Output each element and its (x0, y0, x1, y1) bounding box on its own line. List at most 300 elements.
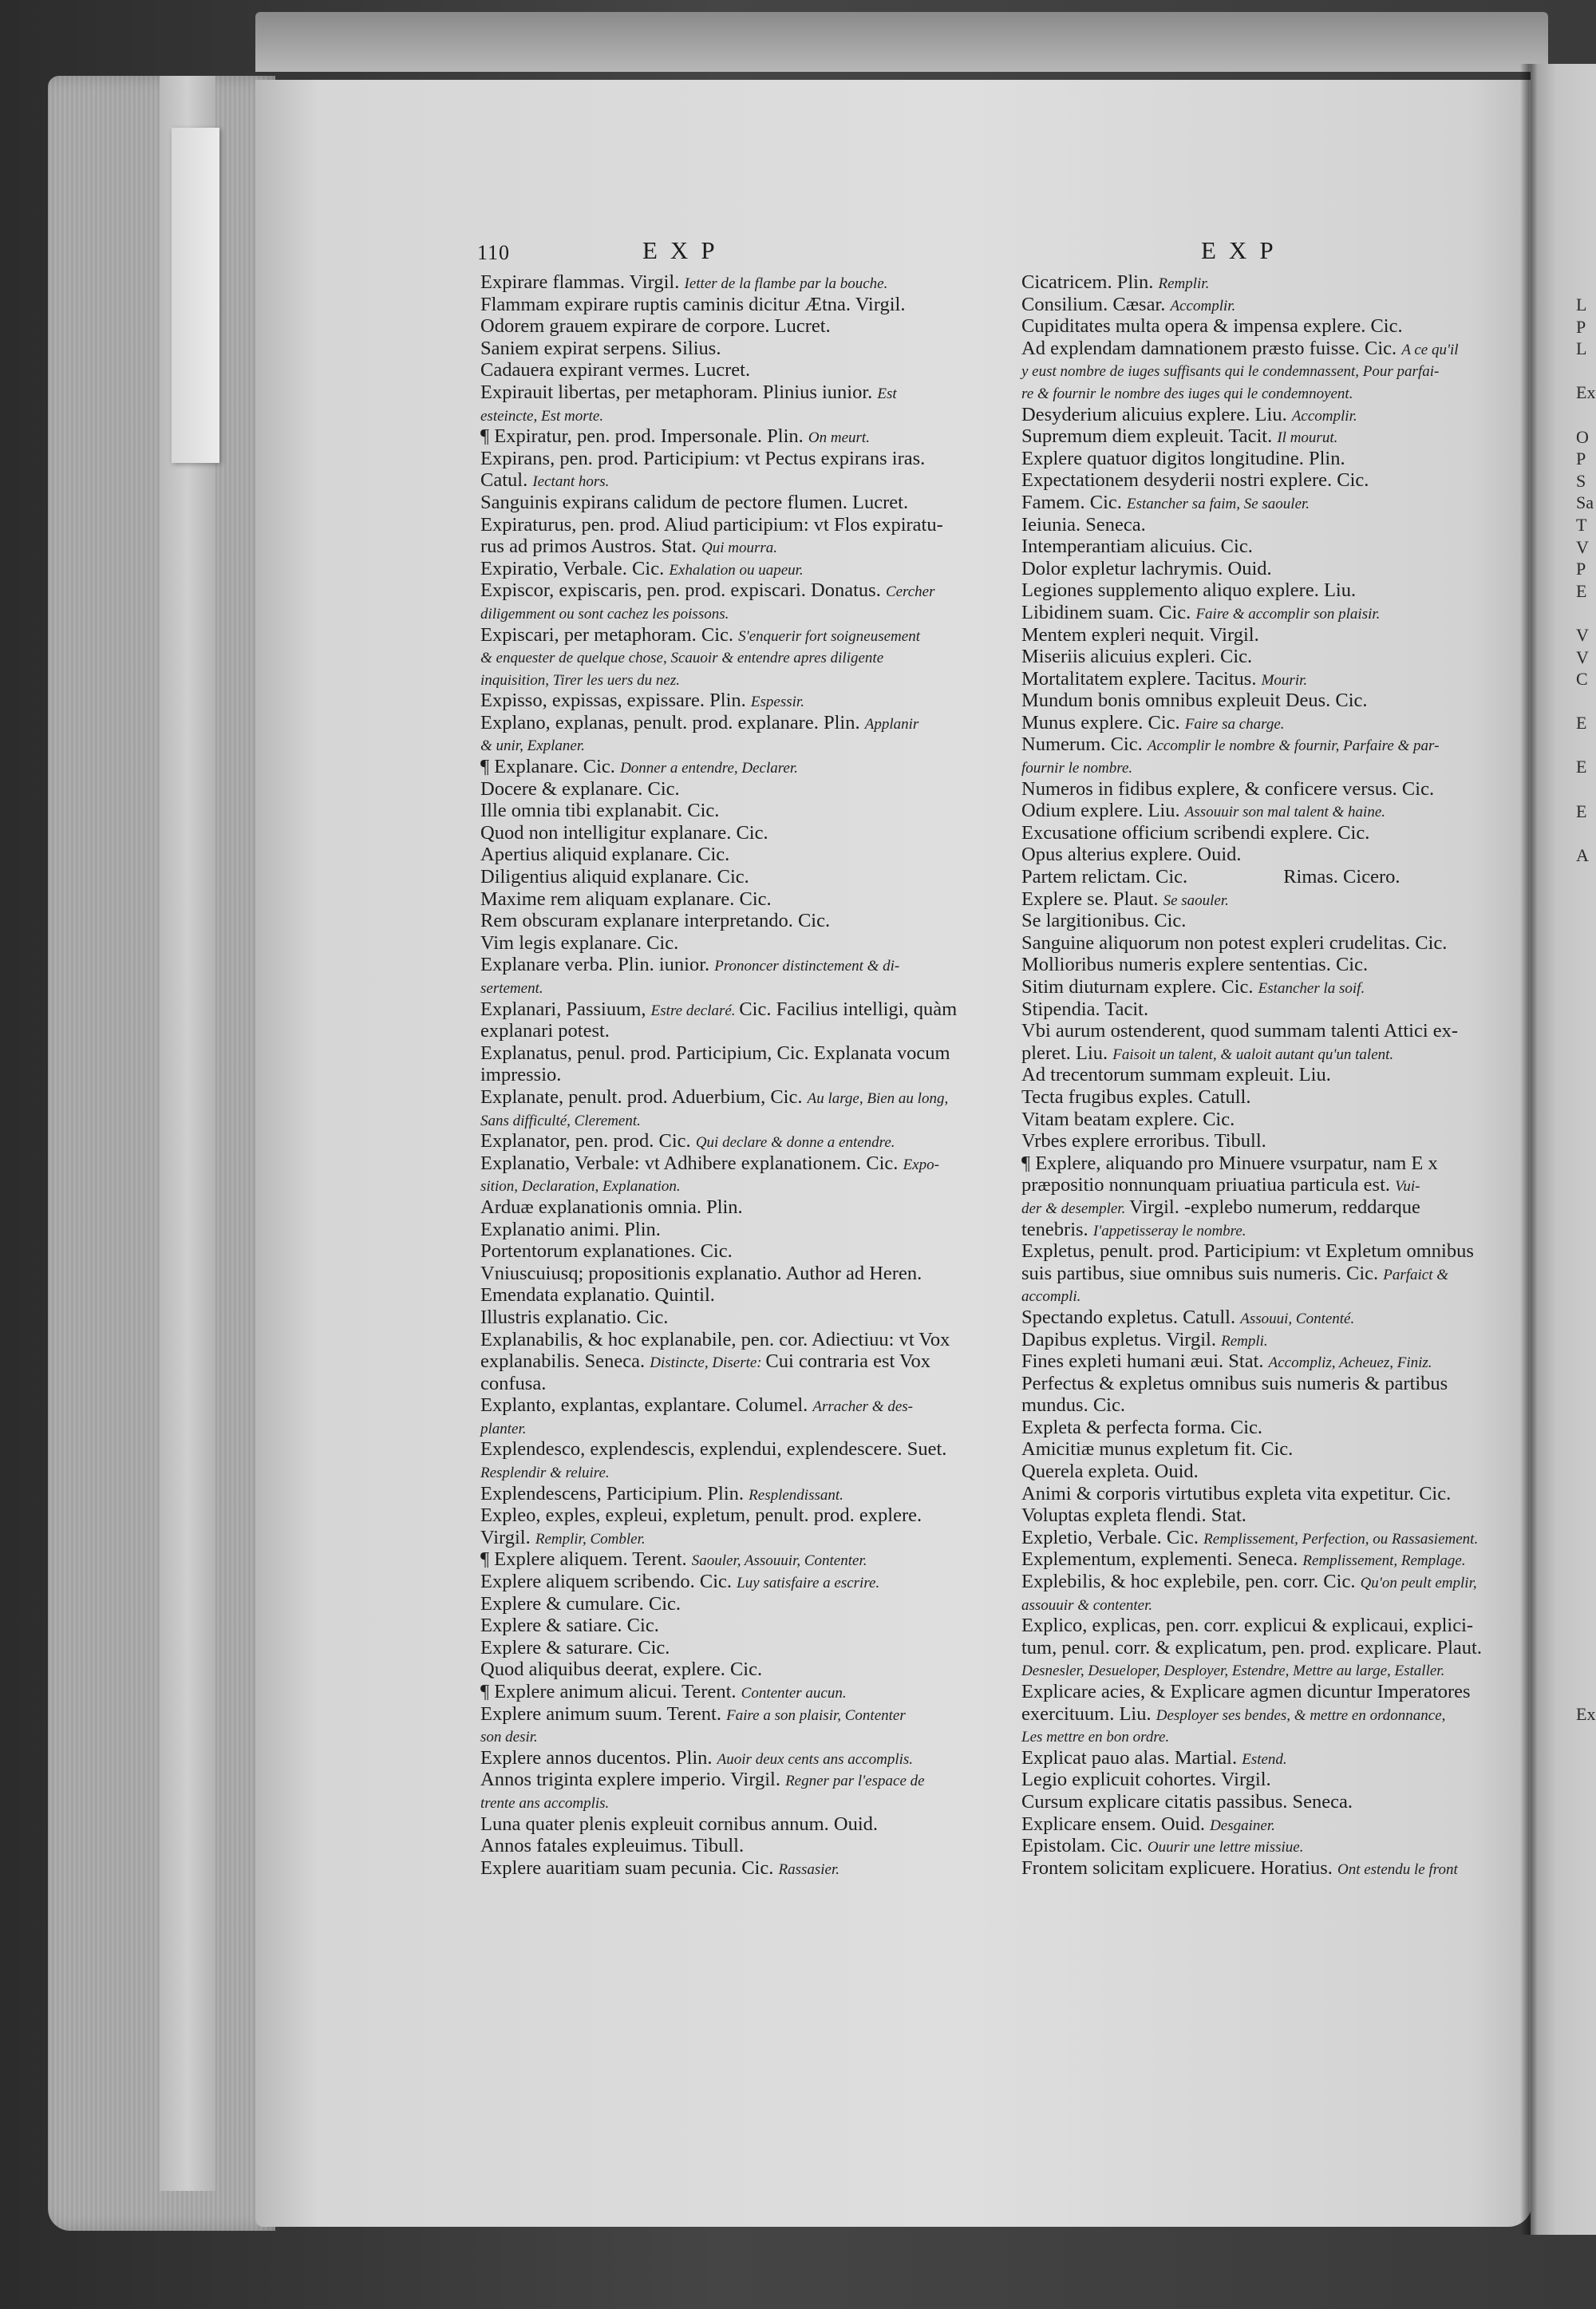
french-gloss: sertement. (480, 980, 543, 997)
latin-text: ¶ Expiratur, pen. prod. Impersonale. Plin. (480, 425, 808, 448)
french-gloss: Exhalation ou uapeur. (669, 561, 804, 579)
dictionary-line (1021, 1086, 1482, 1109)
dictionary-line (480, 690, 957, 712)
french-gloss: Faire a son plaisir, Contenter (726, 1706, 906, 1724)
french-gloss: Vui- (1395, 1178, 1420, 1196)
dictionary-line (1021, 1130, 1482, 1153)
dictionary-line (1021, 1240, 1482, 1263)
margin-fragment (1576, 602, 1595, 624)
latin-text: Diligentius aliquid explanare. Cic. (480, 866, 749, 888)
latin-text: Explendescens, Participium. Plin. (480, 1482, 749, 1504)
dictionary-line (480, 315, 957, 338)
dictionary-line (1021, 1703, 1482, 1726)
dictionary-line (480, 1703, 957, 1726)
french-gloss: Remplissement, Remplage. (1302, 1552, 1466, 1570)
french-gloss: Expo- (903, 1156, 939, 1173)
latin-text: Legio explicuit cohortes. Virgil. (1021, 1769, 1271, 1791)
margin-fragment (1576, 404, 1595, 426)
dictionary-line (480, 271, 957, 294)
french-gloss: & enquester de quelque chose, Scauoir & entendre apres diligente (480, 650, 884, 667)
dictionary-line (480, 294, 957, 316)
dictionary-line (480, 1329, 957, 1351)
latin-text: Querela expleta. Ouid. (1021, 1461, 1199, 1483)
latin-text: Expirans, pen. prod. Participium: vt Pectus expirans iras. (480, 447, 926, 469)
latin-text: Dapibus expletus. Virgil. (1021, 1328, 1222, 1350)
french-gloss: Distincte, Diserte: (650, 1354, 766, 1372)
margin-fragment: T (1576, 514, 1587, 535)
latin-text: ¶ Explanare. Cic. (480, 756, 621, 778)
french-gloss: Accompliz, Acheuez, Finiz. (1268, 1354, 1432, 1372)
latin-text: Flammam expirare ruptis caminis dicitur Ætna. Virgil. (480, 293, 906, 315)
latin-text: Consilium. Cæsar. (1021, 293, 1171, 315)
dictionary-line (480, 1284, 957, 1307)
dictionary-line (480, 579, 957, 602)
latin-text: Explicare ensem. Ouid. (1021, 1813, 1211, 1835)
latin-text: Expleta & perfecta forma. Cic. (1021, 1416, 1263, 1438)
latin-text: Expletio, Verbale. Cic. (1021, 1526, 1204, 1548)
french-gloss: re & fournir le nombre des iuges qui le condemnoyent. (1021, 385, 1353, 402)
french-gloss: sition, Declaration, Explanation. (480, 1178, 681, 1196)
french-gloss: trente ans accomplis. (480, 1794, 610, 1812)
dictionary-line (1021, 932, 1482, 955)
latin-text: Partem relictam. Cic. (1021, 866, 1188, 888)
dictionary-line (1021, 1064, 1482, 1086)
latin-text: tenebris. (1021, 1218, 1093, 1240)
dictionary-line (480, 844, 957, 866)
dictionary-line (1021, 382, 1482, 404)
french-gloss: Estend. (1242, 1750, 1287, 1768)
dictionary-line (1021, 1571, 1482, 1593)
french-gloss: Sans difficulté, Clerement. (480, 1112, 641, 1129)
french-gloss: Assouuir son mal talent & haine. (1184, 804, 1386, 821)
dictionary-line (480, 1813, 957, 1836)
latin-text: Explere aliquem scribendo. Cic. (480, 1571, 737, 1593)
dictionary-line (480, 888, 957, 911)
french-gloss: Qu'on peult emplir, (1360, 1575, 1477, 1592)
dictionary-line (1021, 536, 1482, 558)
latin-text: Expiscor, expiscaris, pen. prod. expiscari. Donatus. (480, 579, 886, 602)
dictionary-line (480, 1615, 957, 1637)
french-gloss: Accomplir le nombre & fournir, Parfaire & par- (1147, 737, 1440, 755)
dictionary-line (1021, 733, 1482, 756)
french-gloss: fournir le nombre. (1021, 760, 1133, 777)
dictionary-line (480, 646, 957, 668)
margin-fragment: L (1576, 295, 1587, 314)
french-gloss: Faire & accomplir son plaisir. (1195, 605, 1381, 623)
book-cover-top (255, 12, 1548, 72)
dictionary-line (1021, 1329, 1482, 1351)
dictionary-line (1021, 756, 1482, 778)
dictionary-line (1021, 1219, 1482, 1241)
latin-text: Luna quater plenis expleuit cornibus annum. Ouid. (480, 1813, 879, 1835)
latin-text: Ieiunia. Seneca. (1021, 513, 1146, 536)
latin-text: Excusatione officium scribendi explere. Cic. (1021, 821, 1370, 844)
latin-text: Voluptas expleta flendi. Stat. (1021, 1504, 1246, 1527)
dictionary-line (1021, 1681, 1482, 1703)
latin-text: Explere animum suum. Terent. (480, 1702, 727, 1725)
dictionary-line (1021, 425, 1482, 448)
latin-text: Explere auaritiam suam pecunia. Cic. (480, 1856, 779, 1879)
latin-text: Explanate, penult. prod. Aduerbium, Cic. (480, 1085, 808, 1108)
dictionary-line (1021, 359, 1482, 382)
dictionary-line (480, 778, 957, 801)
dictionary-line (1021, 1020, 1482, 1042)
french-gloss: Est (877, 385, 897, 402)
latin-text: impressio. (480, 1064, 562, 1086)
latin-text: Explanatio, Verbale: vt Adhibere explanationem. Cic. (480, 1152, 903, 1174)
french-gloss: Rempli. (1221, 1332, 1268, 1350)
dictionary-line (480, 998, 957, 1021)
dictionary-line (1021, 1263, 1482, 1285)
latin-text: Intemperantiam alicuius. Cic. (1021, 536, 1253, 558)
french-gloss: Remplissement, Perfection, ou Rassasiement. (1203, 1530, 1479, 1548)
latin-text: Explementum, explementi. Seneca. (1021, 1548, 1303, 1571)
dictionary-line (480, 756, 957, 778)
french-gloss: Desgainer. (1210, 1817, 1275, 1834)
dictionary-line (1021, 866, 1482, 888)
dictionary-line (480, 1240, 957, 1263)
dictionary-line (1021, 1109, 1482, 1131)
dictionary-line (480, 668, 957, 690)
dictionary-line (1021, 1461, 1482, 1483)
latin-text: præpositio nonnunquam priuatiua particula est. (1021, 1174, 1396, 1196)
french-gloss: Cercher (885, 583, 935, 601)
dictionary-line (480, 866, 957, 888)
french-gloss: Estancher la soif. (1258, 980, 1365, 997)
latin-text: Fines expleti humani æui. Stat. (1021, 1350, 1269, 1373)
french-gloss: Assouui, Contenté. (1240, 1310, 1355, 1327)
dictionary-line (1021, 1350, 1482, 1373)
margin-fragment: C (1576, 669, 1588, 690)
latin-text: Explere & saturare. Cic. (480, 1636, 670, 1659)
dictionary-line (1021, 624, 1482, 646)
margin-fragment: V (1576, 646, 1589, 667)
dictionary-line (1021, 338, 1482, 360)
dictionary-line (480, 558, 957, 580)
dictionary-line (480, 1659, 957, 1681)
dictionary-line (1021, 1769, 1482, 1791)
left-column (480, 271, 957, 1879)
french-gloss: A ce qu'il (1401, 341, 1459, 358)
dictionary-line (480, 976, 957, 998)
french-gloss: Iectant hors. (532, 473, 610, 491)
margin-fragment: E (1576, 580, 1587, 601)
french-gloss: Se saouler. (1163, 892, 1229, 909)
dictionary-line (480, 624, 957, 646)
latin-text: Explano, explanas, penult. prod. explanare. Plin. (480, 711, 865, 733)
dictionary-line (480, 1417, 957, 1439)
latin-text: Expletus, penult. prod. Participium: vt Expletum omnibus (1021, 1240, 1474, 1263)
margin-fragment (1576, 778, 1595, 801)
latin-text: Perfectus & expletus omnibus suis numeris & partibus (1021, 1372, 1448, 1394)
margin-fragment: P (1576, 316, 1586, 337)
dictionary-line (1021, 998, 1482, 1021)
margin-fragment: O (1576, 426, 1589, 447)
latin-text: Rimas. Cicero. (1283, 866, 1400, 888)
dictionary-line (480, 1637, 957, 1659)
french-gloss: Qui declare & donne a entendre. (695, 1134, 895, 1152)
margin-fragment: S (1576, 470, 1586, 491)
french-gloss: Regner par l'espace de (785, 1773, 925, 1790)
dictionary-line (1021, 844, 1482, 866)
dictionary-line (480, 1504, 957, 1527)
dictionary-line (480, 1725, 957, 1747)
french-gloss: Ietter de la flambe par la bouche. (684, 275, 888, 292)
latin-text: Explanare verba. Plin. iunior. (480, 954, 715, 976)
latin-text: Explanari, Passiuum, (480, 998, 651, 1020)
french-gloss: Donner a entendre, Declarer. (620, 760, 798, 777)
french-gloss: Parfaict & (1383, 1266, 1449, 1283)
latin-text: Explere annos ducentos. Plin. (480, 1746, 717, 1769)
french-gloss: Qui mourra. (701, 540, 778, 557)
french-gloss: Espessir. (750, 694, 804, 711)
dictionary-line (1021, 602, 1482, 624)
latin-text: Vim legis explanare. Cic. (480, 931, 679, 954)
latin-text: Dolor expletur lachrymis. Ouid. (1021, 557, 1272, 579)
french-gloss: Ont estendu le front (1337, 1860, 1458, 1878)
latin-text: Explanto, explantas, explantare. Columel. (480, 1394, 813, 1417)
latin-text: rus ad primos Austros. Stat. (480, 536, 701, 558)
french-gloss: Rassasier. (778, 1860, 840, 1878)
latin-text: Vniuscuiusq; propositionis explanatio. Author ad Heren. (480, 1262, 922, 1284)
latin-text: Emendata explanatio. Quintil. (480, 1284, 715, 1307)
dictionary-line (1021, 1042, 1482, 1065)
latin-text: Mortalitatem explere. Tacitus. (1021, 667, 1262, 690)
dictionary-line (480, 1527, 957, 1549)
french-gloss: On meurt. (808, 429, 870, 447)
latin-text: Annos fatales expleuimus. Tibull. (480, 1835, 745, 1857)
latin-text: Expleo, exples, expleui, expletum, penult. prod. explere. (480, 1504, 922, 1527)
latin-text: Opus alterius explere. Ouid. (1021, 844, 1242, 866)
dictionary-line (480, 1483, 957, 1505)
french-gloss: Faisoit un talent, & ualoit autant qu'un talent. (1112, 1046, 1394, 1063)
dictionary-line (1021, 800, 1482, 822)
dictionary-line (480, 1438, 957, 1461)
dictionary-line (480, 359, 957, 382)
dictionary-line (1021, 1196, 1482, 1219)
french-gloss: Resplendissant. (749, 1486, 843, 1504)
dictionary-line (1021, 1835, 1482, 1857)
french-gloss: y eust nombre de iuges suffisants qui le condemnassent, Pour parfai- (1021, 363, 1440, 381)
dictionary-line (1021, 514, 1482, 536)
dictionary-line (480, 733, 957, 756)
latin-text: Mentem expleri nequit. Virgil. (1021, 623, 1259, 646)
french-gloss: Accomplir. (1170, 297, 1236, 314)
latin-text: Explicare acies, & Explicare agmen dicuntur Imperatores (1021, 1681, 1471, 1702)
latin-text: Annos triginta explere imperio. Virgil. (480, 1769, 786, 1791)
dictionary-line (480, 1153, 957, 1175)
dictionary-line (480, 910, 957, 932)
dictionary-line (1021, 954, 1482, 976)
latin-text: mundus. Cic. (1021, 1394, 1125, 1417)
page-number: 110 (477, 241, 511, 264)
latin-text: Numeros in fidibus explere, & conficere versus. Cic. (1021, 777, 1435, 800)
latin-text: Expiratio, Verbale. Cic. (480, 557, 670, 579)
french-gloss: Desnesler, Desueloper, Desployer, Estendre, Mettre au large, Estaller. (1021, 1663, 1445, 1680)
latin-text: Explanatio animi. Plin. (480, 1218, 661, 1240)
margin-fragment (1576, 734, 1595, 757)
dictionary-line (480, 1307, 957, 1329)
dictionary-line (480, 1350, 957, 1373)
dictionary-line (480, 536, 957, 558)
french-gloss: Les mettre en bon ordre. (1021, 1729, 1170, 1746)
latin-text: ¶ Explere aliquem. Terent. (480, 1548, 692, 1571)
dictionary-line (480, 1109, 957, 1131)
dictionary-line (1021, 271, 1482, 294)
latin-text: suis partibus, siue omnibus suis numeris. Cic. (1021, 1262, 1384, 1284)
dictionary-line (1021, 778, 1482, 801)
latin-text: Explere quatuor digitos longitudine. Plin. (1021, 447, 1345, 469)
dictionary-line (1021, 1153, 1482, 1175)
latin-text: explanabilis. Seneca. (480, 1350, 650, 1373)
french-gloss: Auoir deux cents ans accomplis. (717, 1750, 914, 1768)
latin-text: Expisso, expissas, expissare. Plin. (480, 690, 751, 712)
margin-fragment: P (1576, 559, 1586, 579)
latin-text: Expectationem desyderii nostri explere. Cic. (1021, 469, 1369, 492)
french-gloss: assouuir & contenter. (1021, 1596, 1153, 1614)
dictionary-line (480, 712, 957, 734)
dictionary-line (1021, 646, 1482, 668)
latin-text: Saniem expirat serpens. Silius. (480, 337, 721, 359)
latin-text: Explendesco, explendescis, explendui, explendescere. Suet. (480, 1438, 947, 1461)
latin-text: Explicat pauo alas. Martial. (1021, 1746, 1242, 1769)
dictionary-line (1021, 1659, 1482, 1681)
french-gloss: Ouurir une lettre missiue. (1147, 1839, 1304, 1856)
latin-text: Portentorum explanationes. Cic. (480, 1240, 733, 1263)
dictionary-line (1021, 1373, 1482, 1395)
french-gloss: esteincte, Est morte. (480, 407, 604, 425)
latin-text: Explebilis, & hoc explebile, pen. corr. Cic. (1021, 1571, 1361, 1593)
latin-text: Vrbes explere erroribus. Tibull. (1021, 1130, 1266, 1153)
latin-text: tum, penul. corr. & explicatum, pen. prod. explicare. Plaut. (1021, 1636, 1482, 1659)
dictionary-line (480, 954, 957, 976)
margin-fragment (1576, 360, 1595, 382)
latin-text: Docere & explanare. Cic. (480, 777, 680, 800)
right-column (1021, 271, 1482, 1879)
dictionary-line (480, 1791, 957, 1813)
latin-text: Vitam beatam explere. Cic. (1021, 1108, 1235, 1130)
dictionary-line (480, 822, 957, 844)
latin-text: Explere se. Plaut. (1021, 888, 1163, 910)
latin-text: Explere & cumulare. Cic. (480, 1592, 681, 1615)
dictionary-line (480, 1571, 957, 1593)
right-margin-fragments (1576, 294, 1595, 866)
latin-text: Miseriis alicuius expleri. Cic. (1021, 646, 1253, 668)
latin-text: Cicatricem. Plin. (1021, 271, 1159, 293)
french-gloss: Il mourut. (1277, 429, 1338, 447)
margin-fragment: E (1576, 713, 1587, 733)
latin-text: Illustris explanatio. Cic. (480, 1306, 669, 1328)
margin-fragment (1576, 822, 1595, 844)
latin-text: Supremum diem expleuit. Tacit. (1021, 425, 1278, 448)
french-gloss: der & desempler. (1021, 1200, 1130, 1217)
latin-text: Sanguinis expirans calidum de pectore flumen. Lucret. (480, 491, 909, 513)
french-gloss: I'appetisseray le nombre. (1092, 1222, 1246, 1240)
dictionary-line (480, 514, 957, 536)
margin-fragment: A (1576, 844, 1589, 865)
french-gloss: planter. (480, 1420, 527, 1437)
dictionary-line (480, 1681, 957, 1703)
dictionary-line (480, 932, 957, 955)
dictionary-line (1021, 668, 1482, 690)
dictionary-line (480, 1769, 957, 1791)
dictionary-line (1021, 1438, 1482, 1461)
latin-text: explanari potest. (480, 1020, 610, 1042)
french-gloss: S'enquerir fort soigneusement (738, 627, 920, 645)
french-gloss: diligemment ou sont cachez les poissons. (480, 605, 729, 623)
dictionary-line (480, 1461, 957, 1483)
french-gloss: Luy satisfaire a escrire. (737, 1575, 880, 1592)
latin-text: Amicitiæ munus expletum fit. Cic. (1021, 1438, 1294, 1461)
latin-text: Cursum explicare citatis passibus. Seneca. (1021, 1790, 1353, 1813)
dictionary-line (1021, 469, 1482, 492)
dictionary-line (1021, 448, 1482, 470)
dictionary-line (1021, 492, 1482, 514)
latin-text: Vbi aurum ostenderent, quod summam talenti Attici ex- (1021, 1020, 1459, 1042)
latin-text: exercituum. Liu. (1021, 1702, 1156, 1725)
dictionary-line (1021, 1174, 1482, 1196)
dictionary-line (480, 1263, 957, 1285)
margin-fragment: V (1576, 536, 1589, 557)
latin-text: Explanator, pen. prod. Cic. (480, 1130, 696, 1153)
latin-text: Explico, explicas, pen. corr. explicui & explicaui, explici- (1021, 1615, 1474, 1637)
french-gloss: Desployer ses bendes, & mettre en ordonnance, (1156, 1706, 1446, 1724)
latin-text: Explere & satiare. Cic. (480, 1615, 659, 1637)
latin-text: Stipendia. Tacit. (1021, 998, 1149, 1020)
latin-text: Cui contraria est Vox (765, 1350, 931, 1373)
french-gloss: Au large, Bien au long, (807, 1089, 949, 1107)
dictionary-line (1021, 712, 1482, 734)
dictionary-line (480, 1020, 957, 1042)
latin-text: Expirauit libertas, per metaphoram. Plinius iunior. (480, 381, 878, 403)
dictionary-line (480, 1086, 957, 1109)
dictionary-line (1021, 1747, 1482, 1769)
right-running-header: EXP (1201, 236, 1286, 264)
french-gloss: son desir. (480, 1729, 538, 1746)
french-gloss: & unir, Explaner. (480, 737, 585, 755)
dictionary-line (480, 800, 957, 822)
french-gloss: Estre declaré. (650, 1002, 740, 1019)
dictionary-line (1021, 579, 1482, 602)
margin-fragment (1576, 690, 1595, 713)
latin-text: Quod aliquibus deerat, explere. Cic. (480, 1659, 763, 1681)
dictionary-line (480, 1196, 957, 1219)
latin-text: Animi & corporis virtutibus expleta vita expetitur. Cic. (1021, 1482, 1452, 1504)
latin-text: Expiraturus, pen. prod. Aliud participium: vt Flos expiratu- (480, 513, 943, 536)
dictionary-line (1021, 1394, 1482, 1417)
dictionary-line (1021, 1615, 1482, 1637)
latin-text: pleret. Liu. (1021, 1042, 1113, 1064)
dictionary-line (1021, 1637, 1482, 1659)
dictionary-line (480, 382, 957, 404)
latin-text: Odorem grauem expirare de corpore. Lucret. (480, 315, 831, 338)
latin-text: Sanguine aliquorum non potest expleri crudelitas. Cic. (1021, 931, 1448, 954)
dictionary-line (1021, 404, 1482, 426)
french-gloss: Saouler, Assouuir, Contenter. (691, 1552, 867, 1570)
right-margin-bottom: Ex (1576, 1704, 1596, 1724)
latin-text: ¶ Explere, aliquando pro Minuere vsurpatur, nam E x (1021, 1152, 1438, 1174)
french-gloss: accompli. (1021, 1288, 1081, 1306)
left-running-header: EXP (642, 236, 728, 264)
latin-text: Numerum. Cic. (1021, 733, 1148, 756)
dictionary-line (480, 469, 957, 492)
dictionary-line (480, 1747, 957, 1769)
dictionary-line (1021, 888, 1482, 911)
dictionary-line (480, 1593, 957, 1615)
latin-text: Ille omnia tibi explanabit. Cic. (480, 800, 720, 822)
margin-fragment: E (1576, 801, 1587, 821)
latin-text: Munus explere. Cic. (1021, 711, 1185, 733)
